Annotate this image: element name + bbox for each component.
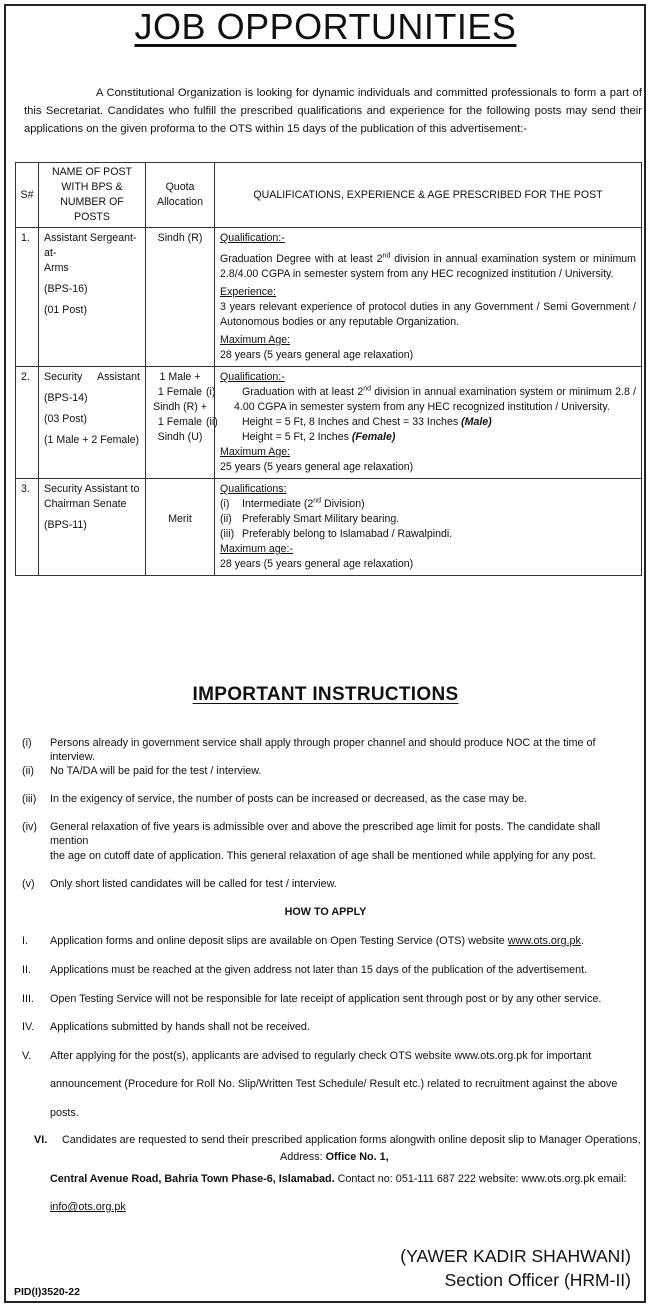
instruction-text: In the exigency of service, the number of posts can be increased or decreased, as the case may be.	[50, 793, 528, 805]
apply-text: Candidates are requested to send their prescribed application forms alongwith online deposit slip to Manager Operations,	[62, 1134, 641, 1146]
header-post	[39, 163, 146, 228]
qualification-item	[220, 527, 636, 542]
quota-line: 1 Male +	[159, 371, 201, 383]
item-text: Preferably belong to Islamabad / Rawalpindi.	[242, 528, 453, 540]
quota-line: 1 Female	[157, 416, 203, 428]
apply-text	[50, 934, 640, 948]
post-line: (1 Male + 2 Female)	[44, 434, 140, 446]
apply-text-body: Application forms and online deposit slips are available on Open Testing Service (OTS) website	[50, 935, 508, 947]
header-quota-line: Quota	[165, 181, 195, 193]
post-word: Assistant	[97, 371, 140, 383]
male-tag: (Male)	[461, 416, 492, 428]
address-line	[280, 1150, 480, 1164]
instruction-text: No TA/DA will be paid for the test / interview.	[50, 765, 262, 777]
header-quota	[146, 163, 215, 228]
quota-line: 1 Female	[157, 386, 203, 398]
female-tag: (Female)	[351, 431, 396, 443]
row-qualifications	[215, 228, 642, 367]
quota-line: Merit	[168, 513, 192, 525]
max-age-text: 28 years (5 years general age relaxation)	[220, 349, 414, 361]
row-sno: 3.	[16, 479, 39, 576]
apply-text: Applications must be reached at the given address not later than 15 days of the publication of the advertisement.	[50, 964, 588, 976]
instruction-number: (v)	[22, 878, 35, 890]
qualification-heading: Qualification:-	[220, 371, 285, 383]
apply-text: Applications submitted by hands shall not be received.	[50, 1021, 310, 1033]
item-number: (i)	[220, 498, 230, 510]
apply-text: announcement (Procedure for Roll No. Slip/Written Test Schedule/ Result etc.) related to recruitment against the above	[50, 1078, 618, 1090]
instruction-number: (iii)	[22, 793, 37, 805]
apply-number: V.	[22, 1050, 32, 1062]
ots-website-link[interactable]: www.ots.org.pk	[507, 935, 581, 947]
post-line: (03 Post)	[44, 413, 87, 425]
experience-text: 3 years relevant experience of protocol duties in any Government / Semi Government / Autonomous bodies or any reputable Organization.	[220, 301, 636, 328]
row-qualifications	[215, 479, 642, 576]
email-link[interactable]: info@ots.org.pk	[50, 1201, 126, 1213]
table-row	[16, 228, 642, 367]
table-row	[16, 479, 642, 576]
post-line: Assistant Sergeant-at-	[44, 232, 137, 259]
female-height-text: Height = 5 Ft, 2 Inches	[242, 431, 349, 443]
row-post	[39, 228, 146, 367]
item-text: Intermediate (2nd Division)	[242, 497, 365, 510]
post-line: (BPS-11)	[44, 519, 87, 531]
post-line: (BPS-14)	[44, 392, 88, 404]
pid-number: PID(I)3520-22	[14, 1286, 80, 1298]
apply-number: III.	[22, 993, 34, 1005]
post-line: Arms	[44, 262, 69, 274]
instruction-number: (ii)	[22, 765, 34, 777]
apply-text: Open Testing Service will not be responsible for late receipt of application sent through post or by any other service.	[50, 993, 602, 1005]
post-line: Security Assistant to	[44, 483, 140, 495]
post-line	[44, 370, 140, 385]
apply-number: VI.	[34, 1134, 48, 1146]
qualification-item	[206, 415, 636, 430]
address-full	[50, 1172, 650, 1186]
intro-paragraph	[24, 84, 642, 138]
row-post	[39, 479, 146, 576]
max-age-heading: Maximum age:-	[220, 543, 293, 555]
title-bar	[0, 0, 651, 72]
instruction-text: General relaxation of five years is admissible over and above the prescribed age limit for posts. The candidate shall mention	[50, 821, 601, 847]
instruction-text: Only short listed candidates will be called for test / interview.	[50, 878, 337, 890]
posts-table	[15, 162, 642, 576]
apply-number: I.	[22, 935, 28, 947]
apply-number: IV.	[22, 1021, 35, 1033]
qualification-item	[206, 385, 636, 415]
header-post-line: NAME OF POST	[51, 166, 133, 178]
female-height-line	[220, 430, 636, 445]
instruction-number: (iv)	[22, 821, 37, 833]
max-age-heading: Maximum Age:	[220, 334, 291, 346]
row-qualifications	[206, 367, 642, 479]
qualification-body: Graduation Degree with at least 2nd division in annual examination system or minimum 2.8/4.00 CGPA in semester system from any HEC recognized institution / University.	[220, 252, 636, 280]
header-sno: S#	[16, 163, 39, 228]
max-age-text: 25 years (5 years general age relaxation)	[220, 461, 414, 473]
row-quota	[146, 479, 215, 576]
header-post-line: NUMBER OF POSTS	[60, 196, 124, 223]
max-age-text: 28 years (5 years general age relaxation)	[220, 558, 414, 570]
header-quota-line: Allocation	[157, 196, 203, 208]
item-text: Graduation with at least 2nd division in annual examination system or minimum 2.8 / 4.00 CGPA in semester system from any HEC recognized institution / University.	[234, 385, 636, 413]
row-quota	[146, 367, 215, 479]
post-line: Chairman Senate	[44, 498, 127, 510]
address-office: Office No. 1,	[325, 1151, 389, 1163]
qualification-item	[220, 512, 636, 527]
table-row	[16, 367, 642, 479]
instruction-number: (i)	[22, 737, 32, 749]
qualification-heading: Qualifications:	[220, 483, 287, 495]
apply-text: After applying for the post(s), applicants are advised to regularly check OTS website www.ots.org.pk for important	[50, 1050, 592, 1062]
row-post	[39, 367, 146, 479]
instruction-text: the age on cutoff date of application. This general relaxation of age shall be mentioned while applying for any post.	[50, 850, 596, 862]
row-sno: 2.	[16, 367, 39, 479]
quota-line: Sindh (U)	[157, 431, 203, 443]
apply-text: posts.	[50, 1107, 79, 1119]
signatory-designation: Section Officer (HRM-II)	[444, 1270, 631, 1290]
address-label: Address:	[280, 1151, 323, 1163]
instruction-text: Persons already in government service shall apply through proper channel and should produce NOC at the time of interview.	[50, 737, 596, 763]
intro-text: A Constitutional Organization is looking for dynamic individuals and committed professionals to form a part of this Secretariat. Candidates who fulfill the prescribed qualifications and experience for the following posts may send their applications on the given proforma to the OTS within 15 days of the publication of this advertisement:-	[24, 87, 642, 135]
item-number: (i)	[206, 386, 216, 398]
item-text: Height = 5 Ft, 8 Inches and Chest = 33 Inches	[242, 416, 459, 428]
experience-heading: Experience:	[220, 286, 276, 298]
how-to-apply-title: HOW TO APPLY	[284, 906, 367, 918]
item-number: (ii)	[220, 513, 232, 525]
qualification-item	[220, 497, 636, 512]
header-qualifications: QUALIFICATIONS, EXPERIENCE & AGE PRESCRIBED FOR THE POST	[215, 163, 642, 228]
item-number: (ii)	[206, 416, 218, 428]
qualification-text	[220, 252, 636, 282]
instructions-title: IMPORTANT INSTRUCTIONS	[192, 684, 459, 705]
header-post-line: WITH BPS &	[61, 181, 123, 193]
signatory-name: (YAWER KADIR SHAHWANI)	[400, 1246, 631, 1266]
row-sno: 1.	[16, 228, 39, 367]
table-header-row	[16, 163, 642, 228]
qualification-heading: Qualification:-	[220, 232, 285, 244]
apply-number: II.	[22, 964, 31, 976]
item-text: Preferably Smart Military bearing.	[242, 513, 400, 525]
post-line: (BPS-16)	[44, 283, 88, 295]
apply-text-end: .	[580, 935, 584, 947]
quota-line: Sindh (R) +	[153, 401, 207, 413]
post-word: Security	[44, 371, 83, 383]
address-road: Central Avenue Road, Bahria Town Phase-6, Islamabad.	[50, 1173, 335, 1185]
max-age-heading: Maximum Age:	[220, 446, 291, 458]
quota-line: Sindh (R)	[157, 232, 203, 244]
page-title: JOB OPPORTUNITIES	[134, 6, 517, 47]
row-quota	[146, 228, 215, 367]
item-number: (iii)	[220, 528, 235, 540]
post-line: (01 Post)	[44, 304, 87, 316]
contact-info: Contact no: 051-111 687 222 website: www.ots.org.pk email:	[334, 1173, 627, 1185]
